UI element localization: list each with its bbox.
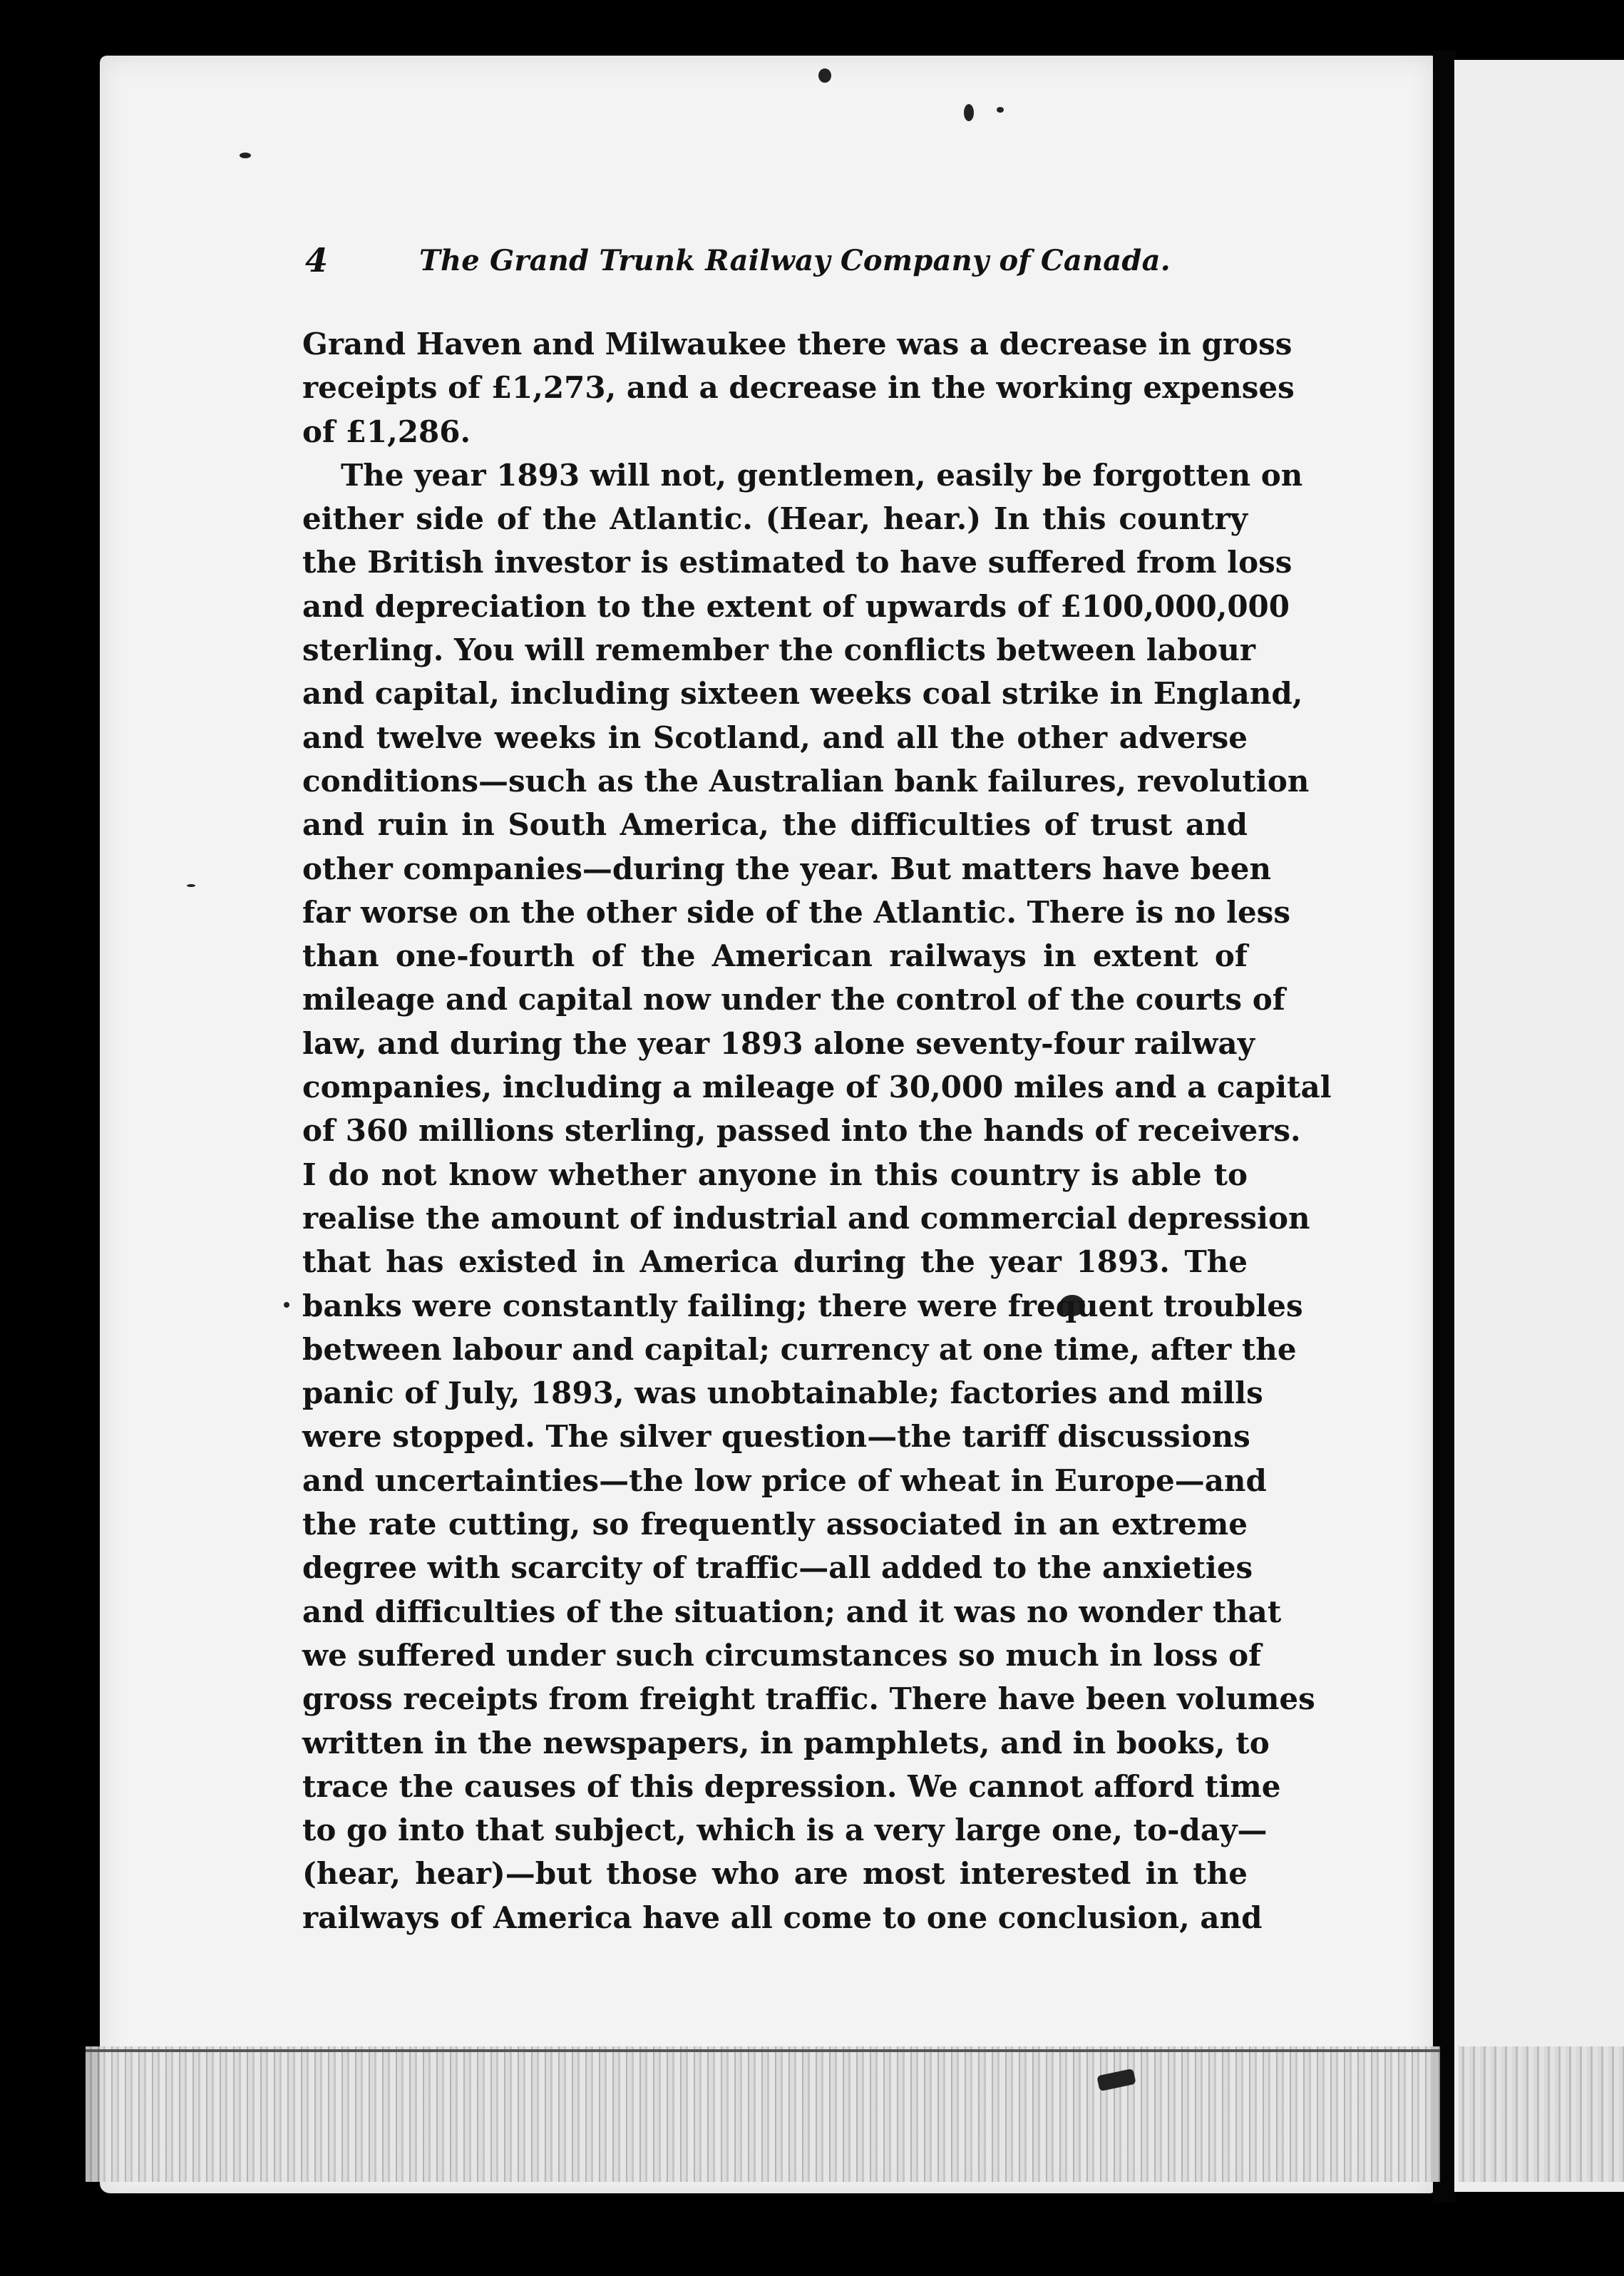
text-line: companies, including a mileage of 30,000 miles and a capital — [302, 1070, 1332, 1105]
text-line: and difficulties of the situation; and it was no wonder that — [302, 1594, 1282, 1629]
text-line: railways of America have all come to one conclusion, and — [302, 1900, 1263, 1935]
text-line: to go into that subject, which is a very large one, to-day— — [302, 1813, 1268, 1848]
scan-speck — [818, 68, 831, 83]
text-line: banks were constantly failing; there were frequent troubles — [302, 1288, 1303, 1323]
body-text — [302, 322, 1332, 1939]
text-line: The year 1893 will not, gentlemen, easily be forgotten on — [341, 457, 1303, 493]
text-line: written in the newspapers, in pamphlets, and in books, to — [302, 1725, 1270, 1760]
text-line: realise the amount of industrial and commercial depression — [302, 1200, 1310, 1236]
text-line: Grand Haven and Milwaukee there was a decrease in gross — [302, 327, 1292, 362]
page-gutter — [1433, 50, 1456, 2203]
text-line: were stopped. The silver question—the tariff discussions — [302, 1419, 1250, 1455]
scan-speck — [997, 107, 1004, 113]
page-bottom-rule — [86, 2049, 1440, 2052]
text-line: degree with scarcity of traffic—all added to the anxieties — [302, 1550, 1253, 1586]
text-line: the British investor is estimated to have suffered from loss — [302, 545, 1292, 580]
text-line: we suffered under such circumstances so much in loss of — [302, 1637, 1262, 1673]
text-line: either side of the Atlantic. (Hear, hear.) In this country — [302, 501, 1248, 537]
text-line: of £1,286. — [302, 414, 471, 449]
text-line: than one-fourth of the American railways in extent of — [302, 938, 1248, 974]
scan-bottom-edge-right — [1459, 2046, 1624, 2182]
text-line: the rate cutting, so frequently associated in an extreme — [302, 1507, 1248, 1542]
text-line: sterling. You will remember the conflicts between labour — [302, 632, 1255, 668]
text-line: other companies—during the year. But matters have been — [302, 851, 1272, 886]
running-head — [305, 241, 1225, 291]
running-title: The Grand Trunk Railway Company of Canada. — [419, 244, 1171, 277]
text-line: that has existed in America during the year 1893. The — [302, 1244, 1248, 1280]
scan-speck — [964, 104, 974, 121]
scan-speck — [187, 884, 195, 887]
text-line: trace the causes of this depression. We cannot afford time — [302, 1768, 1281, 1804]
text-line: and capital, including sixteen weeks coal strike in England, — [302, 676, 1303, 712]
scan-speck — [284, 1302, 289, 1308]
right-page-edge — [1454, 60, 1624, 2192]
text-line: panic of July, 1893, was unobtainable; factories and mills — [302, 1375, 1263, 1411]
text-line: conditions—such as the Australian bank failures, revolution — [302, 763, 1310, 799]
text-line: gross receipts from freight traffic. There have been volumes — [302, 1681, 1315, 1717]
text-line: and twelve weeks in Scotland, and all the other adverse — [302, 719, 1248, 755]
text-line: I do not know whether anyone in this country is able to — [302, 1157, 1248, 1192]
text-line: mileage and capital now under the control of the courts of — [302, 982, 1285, 1017]
scan-speck — [240, 153, 251, 158]
text-line: (hear, hear)—but those who are most interested in the — [302, 1856, 1248, 1892]
text-line: and depreciation to the extent of upwards of £100,000,000 — [302, 588, 1290, 624]
text-line: between labour and capital; currency at one time, after the — [302, 1331, 1297, 1367]
scan-bottom-edge — [86, 2046, 1440, 2182]
text-line: law, and during the year 1893 alone seventy-four railway — [302, 1025, 1255, 1061]
text-line: of 360 millions sterling, passed into the hands of receivers. — [302, 1113, 1301, 1149]
text-line: receipts of £1,273, and a decrease in the working expenses — [302, 370, 1295, 406]
text-line: far worse on the other side of the Atlantic. There is no less — [302, 894, 1290, 930]
text-line: and ruin in South America, the difficulties of trust and — [302, 807, 1248, 843]
text-line: and uncertainties—the low price of wheat in Europe—and — [302, 1462, 1267, 1498]
page-number: 4 — [305, 241, 329, 280]
